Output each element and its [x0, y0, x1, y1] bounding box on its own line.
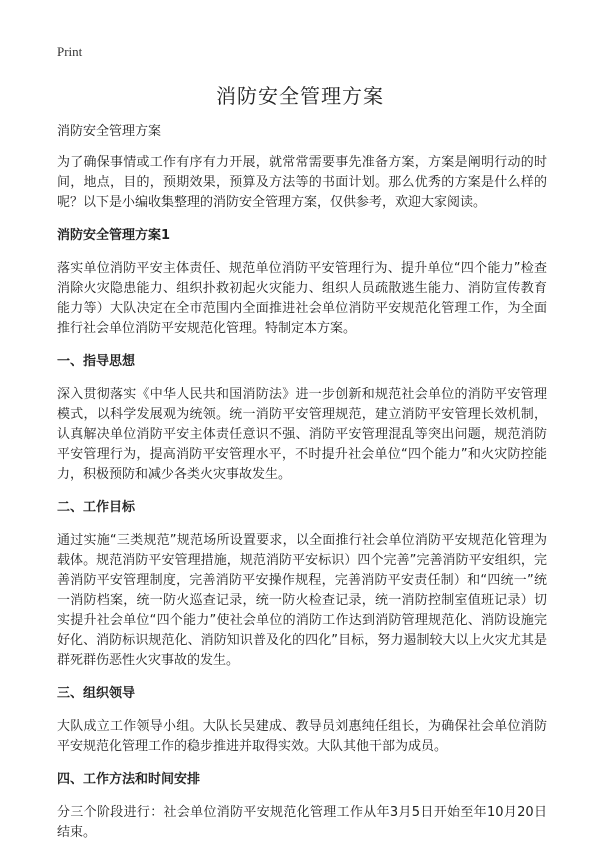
section-heading-guiding-ideology: 一、指导思想: [57, 354, 136, 369]
section-heading-work-goals: 二、工作目标: [57, 500, 136, 515]
section-text-methods-schedule: 分三个阶段进行：社会单位消防平安规范化管理工作从年3月5日开始至年10月20日结束。: [57, 805, 547, 840]
plan-heading: 消防安全管理方案1: [57, 228, 171, 243]
section-heading-methods-schedule: 四、工作方法和时间安排: [57, 772, 201, 787]
intro-paragraph: 为了确保事情或工作有序有力开展，就常常需要事先准备方案，方案是阐明行动的时间，地点，目的，预期效果，预算及方法等的书面计划。那么优秀的方案是什么样的呢？以下是小编收集整理的消防安全管理方案，仅供参考，欢迎大家阅读。: [57, 155, 547, 210]
plan-intro-paragraph: 落实单位消防平安主体责任、规范单位消防平安管理行为、提升单位“四个能力”检查消除火灾隐患能力、组织扑救初起火灾能力、组织人员疏散逃生能力、消防宣传教育能力等）大队决定在全市范围内全面推进社会单位消防平安规范化管理工作，为全面推行社会单位消防平安规范化管理。特制定本方案。: [57, 261, 547, 336]
page-title: 消防安全管理方案: [216, 84, 384, 108]
section-text-guiding-ideology: 深入贯彻落实《中华人民共和国消防法》进一步创新和规范社会单位的消防平安管理模式，以科学发展观为统领。统一消防平安管理规范，建立消防平安管理长效机制，认真解决单位消防平安主体责任意识不强、消防平安管理混乱等突出问题，规范消防平安管理行为，提高消防平安管理水平，不时提升社会单位“四个能力”和火灾防控能力，积极预防和减少各类火灾事故发生。: [57, 387, 547, 482]
print-link[interactable]: Print: [57, 44, 83, 59]
section-text-leadership: 大队成立工作领导小组。大队长吴建成、教导员刘惠纯任组长，为确保社会单位消防平安规范化管理工作的稳步推进并取得实效。大队其他干部为成员。: [57, 719, 547, 754]
section-text-work-goals: 通过实施“三类规范”规范场所设置要求，以全面推行社会单位消防平安规范化管理为载体。规范消防平安管理措施，规范消防平安标识）四个完善”完善消防平安组织，完善消防平安管理制度，完善消防平安操作规程，完善消防平安责任制）和“四统一”统一消防档案，统一防火巡查记录，统一防火检查记录，统一消防控制室值班记录）切实提升社会单位“四个能力”使社会单位的消防工作达到消防管理规范化、消防设施完好化、消防标识规范化、消防知识普及化的四化”目标，努力遏制较大以上火灾尤其是群死群伤恶性火灾事故的发生。: [57, 533, 547, 668]
section-heading-leadership: 三、组织领导: [57, 686, 136, 701]
document-subtitle: 消防安全管理方案: [57, 124, 162, 139]
document-body: [57, 122, 547, 856]
